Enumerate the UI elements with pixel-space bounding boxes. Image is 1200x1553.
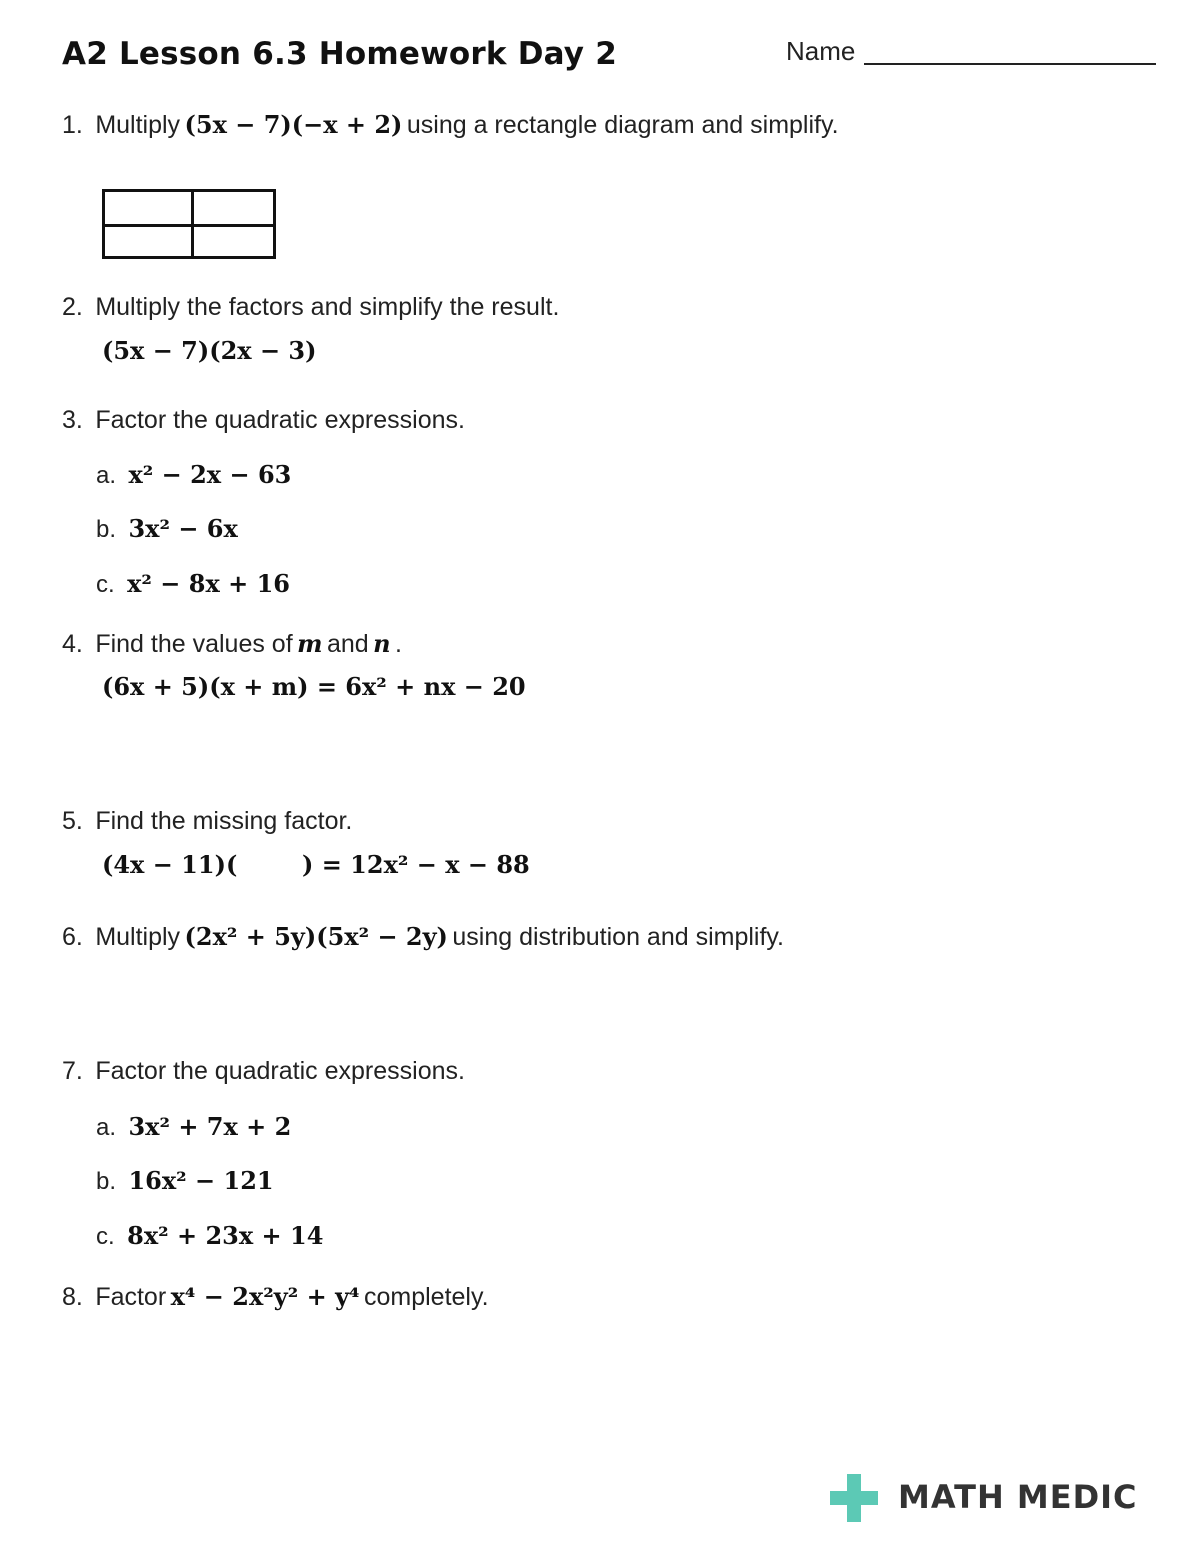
math-expression: x² − 2x − 63 [128,460,292,489]
question-1 [62,110,839,140]
math-expression: (6x + 5)(x + m) = 6x² + nx − 20 [102,672,526,701]
question-number: 1. [62,111,83,139]
math-expression-left: (4x − 11)( [102,850,238,879]
math-expression: (5x − 7)(2x − 3) [102,336,317,365]
math-expression: 8x² + 23x + 14 [127,1221,324,1250]
question-text: Multiply the factors and simplify the result. [95,293,560,321]
question-number: 3. [62,406,83,434]
math-expression: 3x² + 7x + 2 [128,1112,292,1141]
item-label: c. [96,1223,115,1250]
question-7 [62,1057,465,1086]
math-expression: (2x² + 5y)(5x² − 2y) [184,922,448,951]
question-6 [62,922,784,952]
question-text-post: . [395,630,402,658]
question-text: Factor the quadratic expressions. [95,406,465,434]
question-number: 5. [62,807,83,835]
question-text-post: using a rectangle diagram and simplify. [406,111,839,139]
question-2 [62,293,559,322]
question-text: Factor the quadratic expressions. [95,1057,465,1085]
logo-text: MATH MEDIC [898,1478,1138,1516]
question-8 [62,1282,489,1312]
q3-item-b [96,514,238,544]
question-3 [62,406,465,435]
diagram-horizontal-line [105,224,273,227]
math-expression: x⁴ − 2x²y² + y⁴ [170,1282,360,1311]
math-expression: 3x² − 6x [128,514,238,543]
item-label: c. [96,571,115,598]
question-text-post: completely. [363,1283,489,1311]
medic-cross-icon [830,1474,878,1522]
name-line[interactable] [864,63,1156,65]
item-label: a. [96,462,117,489]
math-expression: (5x − 7)(−x + 2) [184,110,403,139]
item-label: b. [96,516,117,543]
q7-item-a [96,1112,291,1142]
question-text-post: using distribution and simplify. [452,923,784,951]
q7-item-c [96,1221,323,1251]
math-medic-logo [830,1474,1140,1524]
math-expression: x² − 8x + 16 [127,569,290,598]
question-text-and: and [326,630,369,658]
variable-m: m [297,629,323,658]
question-number: 2. [62,293,83,321]
question-text-pre: Factor [95,1283,167,1311]
question-number: 8. [62,1283,83,1311]
q3-item-c [96,569,290,599]
question-number: 6. [62,923,83,951]
q3-item-a [96,460,291,490]
question-text-pre: Multiply [95,923,181,951]
q7-item-b [96,1166,274,1196]
math-expression: 16x² − 121 [128,1166,274,1195]
question-text-pre: Find the values of [95,630,293,658]
question-text: Find the missing factor. [95,807,353,835]
name-label: Name [786,36,856,66]
item-label: b. [96,1168,117,1195]
page-title: A2 Lesson 6.3 Homework Day 2 [62,36,617,72]
question-4 [62,629,402,659]
question-number: 4. [62,630,83,658]
rectangle-diagram [102,189,276,259]
variable-n: n [373,629,391,658]
question-5 [62,807,352,836]
question-text-pre: Multiply [95,111,181,139]
item-label: a. [96,1114,117,1141]
question-number: 7. [62,1057,83,1085]
math-expression-right: ) = 12x² − x − 88 [302,850,530,879]
